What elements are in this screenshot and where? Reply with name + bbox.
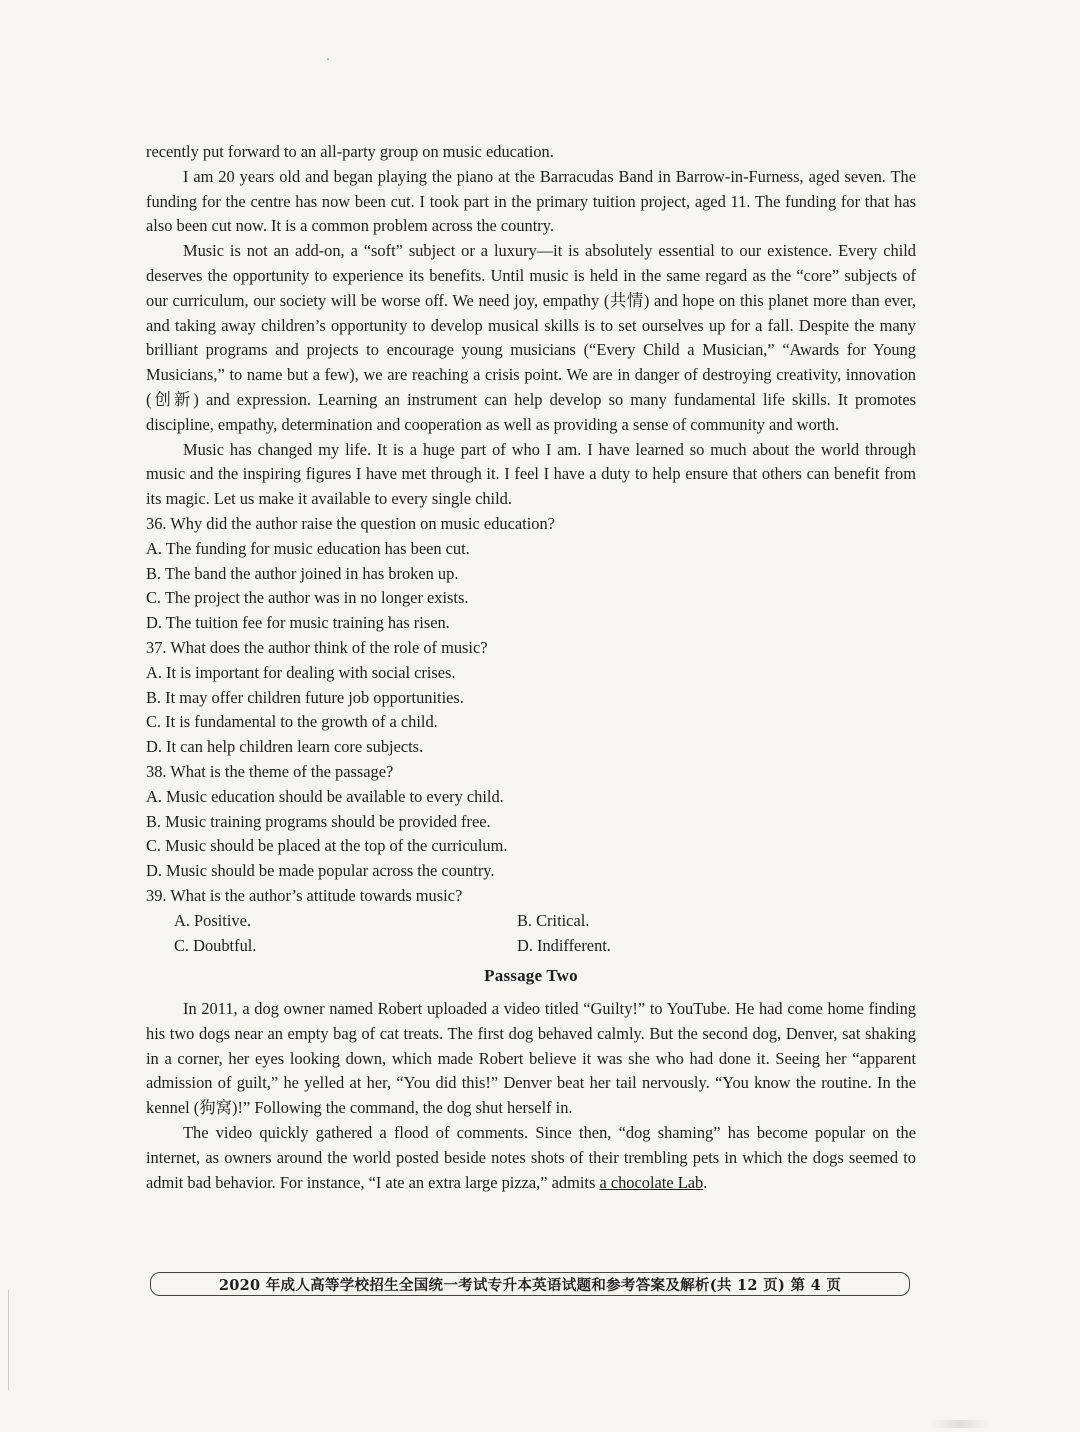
option-a: A. It is important for dealing with social crises. [146, 662, 456, 682]
question-36 [146, 512, 916, 636]
option-b: B. Music training programs should be provided free. [146, 811, 491, 831]
option-a: A. Music education should be available to every child. [146, 786, 504, 806]
question-37 [146, 636, 916, 760]
option-a: A. The funding for music education has been cut. [146, 538, 470, 558]
footer-text: 2020 年成人高等学校招生全国统一考试专升本英语试题和参考答案及解析(共 12 页) 第 4 页 [218, 1276, 842, 1294]
question-stem: 38. What is the theme of the passage? [146, 761, 394, 781]
option-d: D. The tuition fee for music training has risen. [146, 613, 450, 633]
passage-one [146, 140, 916, 512]
option-a: A. Positive. [174, 910, 251, 930]
underlined-phrase: a chocolate Lab [599, 1172, 704, 1192]
exam-page [146, 140, 916, 1195]
option-d: D. It can help children learn core subjects. [146, 737, 424, 757]
question-stem: 39. What is the author’s attitude towards music? [146, 885, 463, 905]
page-footer [150, 1272, 910, 1296]
option-c: C. It is fundamental to the growth of a child. [146, 712, 438, 732]
paragraph [146, 1121, 916, 1195]
option-d: D. Indifferent. [517, 935, 611, 955]
paragraph: In 2011, a dog owner named Robert uploaded a video titled “Guilty!” to YouTube. He had come home finding his two dogs near an empty bag of cat treats. The first dog behaved calmly. But the second dog, Denver, sat shaking in a corner, her eyes looking down, which made Robert believe it was she who had done it. Seeing her “apparent admission of guilt,” he yelled at her, “You did this!” Denver beat her tail nervously. “You know the routine. In the kennel (狗窝)!” Following the command, the dog shut herself in. [146, 999, 916, 1118]
scan-speck [327, 58, 329, 60]
paragraph: Music is not an add-on, a “soft” subject or a luxury—it is absolutely essential to our existence. Every child deserves the opportunity to experience its benefits. Until music is held in the same regard as the “core” subjects of our curriculum, our society will be worse off. We need joy, empathy (共情) and hope on this planet more than ever, and taking away children’s opportunity to develop musical skills is to set ourselves up for a fall. Despite the many brilliant programs and projects to encourage young musicians (“Every Child a Musician,” “Awards for Young Musicians,” to name but a few), we are reaching a crisis point. We are in danger of destroying creativity, innovation (创新) and expression. Learning an instrument can help develop so many fundamental life skills. It promotes discipline, empathy, determination and cooperation as well as providing a sense of community and worth. [146, 241, 916, 434]
option-c: C. Doubtful. [174, 935, 257, 955]
option-b: B. It may offer children future job opportunities. [146, 687, 464, 707]
paragraph-text: The video quickly gathered a flood of comments. Since then, “dog shaming” has become popular on the internet, as owners around the world posted beside notes shots of their trembling pets in which the dogs seemed to admit bad behavior. For instance, “I ate an extra large pizza,” admits [146, 1123, 916, 1192]
passage-two [146, 964, 916, 1195]
option-b: B. The band the author joined in has broken up. [146, 563, 459, 583]
question-39 [146, 884, 916, 958]
paragraph: Music has changed my life. It is a huge part of who I am. I have learned so much about the world through music and the inspiring figures I have met through it. I feel I have a duty to help ensure that others can benefit from its magic. Let us make it available to every single child. [146, 439, 916, 509]
paragraph-continued: recently put forward to an all-party group on music education. [146, 142, 554, 161]
option-c: C. The project the author was in no longer exists. [146, 588, 469, 608]
option-d: D. Music should be made popular across the country. [146, 861, 495, 881]
passage-title: Passage Two [484, 966, 578, 986]
option-b: B. Critical. [517, 910, 590, 930]
option-grid [174, 909, 916, 959]
scan-smudge [930, 1420, 990, 1428]
paragraph: I am 20 years old and began playing the piano at the Barracudas Band in Barrow-in-Furness, aged seven. The funding for the centre has now been cut. I took part in the primary tuition project, aged 11. The funding for that has also been cut now. It is a common problem across the country. [146, 166, 916, 236]
question-list [146, 512, 916, 958]
scan-margin-line [8, 1290, 9, 1390]
question-stem: 36. Why did the author raise the question on music education? [146, 513, 555, 533]
question-stem: 37. What does the author think of the role of music? [146, 637, 488, 657]
question-38 [146, 760, 916, 884]
paragraph-end: . [703, 1172, 708, 1192]
option-c: C. Music should be placed at the top of the curriculum. [146, 836, 508, 856]
